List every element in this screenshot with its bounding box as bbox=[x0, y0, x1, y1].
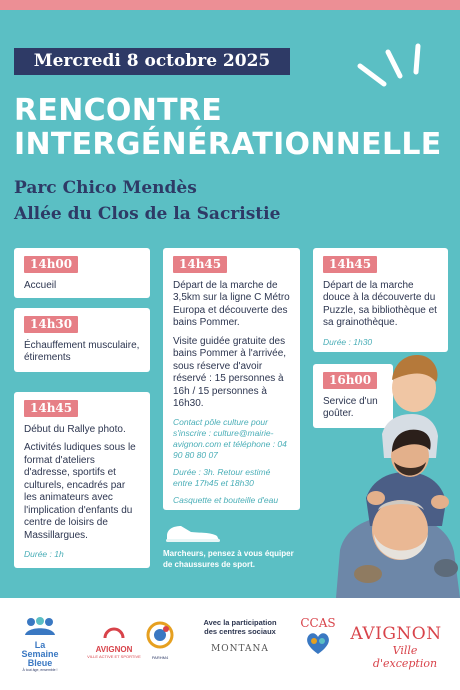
semaine-semaine: Semaine bbox=[21, 649, 59, 659]
avignon-logo bbox=[342, 624, 450, 670]
participation-text: Avec la participation des centres sociaux bbox=[203, 618, 277, 636]
title-line-2: INTERGÉNÉRATIONNELLE bbox=[14, 127, 442, 162]
parhm-logo bbox=[142, 620, 178, 660]
top-stripe bbox=[0, 0, 460, 10]
parhm-name: PARHM4 bbox=[151, 655, 169, 660]
event-date: Mercredi 8 octobre 2025 bbox=[14, 48, 290, 75]
time-badge: 14h45 bbox=[173, 256, 227, 273]
avignon-name: AVIGNON bbox=[350, 624, 442, 644]
time-badge: 14h45 bbox=[24, 400, 78, 417]
place-name: Parc Chico Mendès bbox=[14, 178, 197, 198]
ccas-name: CCAS bbox=[300, 616, 336, 630]
sport-shoes-tip: Marcheurs, pensez à vous équiper de chaussures de sport. bbox=[163, 549, 294, 569]
card-text: Activités ludiques sous le format d'ateliers d'adresse, sportifs et culturels, encadrés par les animateurs avec l'implication d'enfants du centre de loisirs de Massillargues. bbox=[24, 442, 136, 541]
time-badge: 16h00 bbox=[323, 372, 377, 389]
participation-block bbox=[196, 618, 284, 654]
montana-name: MONTANA bbox=[211, 644, 269, 654]
place-address: Allée du Clos de la Sacristie bbox=[14, 204, 281, 224]
card-text: Échauffement musculaire, étirements bbox=[24, 339, 140, 363]
title-line-1: RENCONTRE bbox=[14, 93, 223, 128]
card-echauffement bbox=[14, 308, 150, 372]
semaine-bleue: Bleue bbox=[27, 658, 53, 668]
event-title bbox=[14, 94, 442, 162]
card-text: Visite guidée gratuite des bains Pommer à l'arrivée, sous réserve d'avoir réservé : 15 personnes à 16h / 15 personnes à 16h30. bbox=[173, 335, 287, 409]
family-heart-icon bbox=[303, 630, 333, 656]
avignon-sport-name: AVIGNON bbox=[95, 645, 133, 654]
card-rallye bbox=[14, 392, 150, 568]
avignon-tagline: Ville d'exception bbox=[372, 644, 438, 670]
duration: Durée : 1h30 bbox=[323, 336, 373, 347]
time-badge: 14h45 bbox=[323, 256, 377, 273]
card-marche bbox=[163, 248, 300, 510]
card-text: Service d'un goûter. bbox=[323, 395, 378, 419]
card-text: Départ de la marche de 3,5km sur la ligne C Métro Europa et découverte des bains Pommer. bbox=[173, 279, 290, 328]
arc-icon bbox=[103, 620, 125, 640]
sneaker-icon bbox=[163, 518, 223, 544]
semaine-bleue-logo bbox=[12, 616, 68, 672]
semaine-la: La bbox=[34, 640, 46, 650]
card-accueil bbox=[14, 248, 150, 298]
ccas-logo bbox=[298, 616, 338, 661]
duration: Durée : 3h. Retour estimé entre 17h45 et 18h30 bbox=[173, 466, 271, 488]
avignon-sport-sub: VILLE ACTIVE ET SPORTIVE bbox=[87, 654, 141, 659]
equipment-note: Casquette et bouteille d'eau bbox=[173, 494, 279, 505]
time-badge: 14h30 bbox=[24, 316, 78, 333]
avignon-sport-logo bbox=[78, 620, 150, 659]
partners-footer bbox=[0, 598, 460, 690]
time-badge: 14h00 bbox=[24, 256, 78, 273]
card-text: Début du Rallye photo. bbox=[24, 423, 126, 435]
people-icon bbox=[23, 616, 57, 636]
hand-circle-icon bbox=[145, 620, 175, 650]
family-photo bbox=[326, 330, 460, 598]
card-text: Accueil bbox=[24, 279, 57, 291]
card-text: Départ de la marche douce à la découverte du Puzzle, sa bibliothèque et sa grainothèque. bbox=[323, 279, 437, 328]
duration: Durée : 1h bbox=[24, 549, 64, 559]
semaine-tagline: À tout âge, ensemble ! bbox=[22, 668, 58, 672]
contact-info: Contact pôle culture pour s'inscrire : culture@mairie-avignon.com et téléphone : 04 90 80 80 07 bbox=[173, 416, 287, 460]
